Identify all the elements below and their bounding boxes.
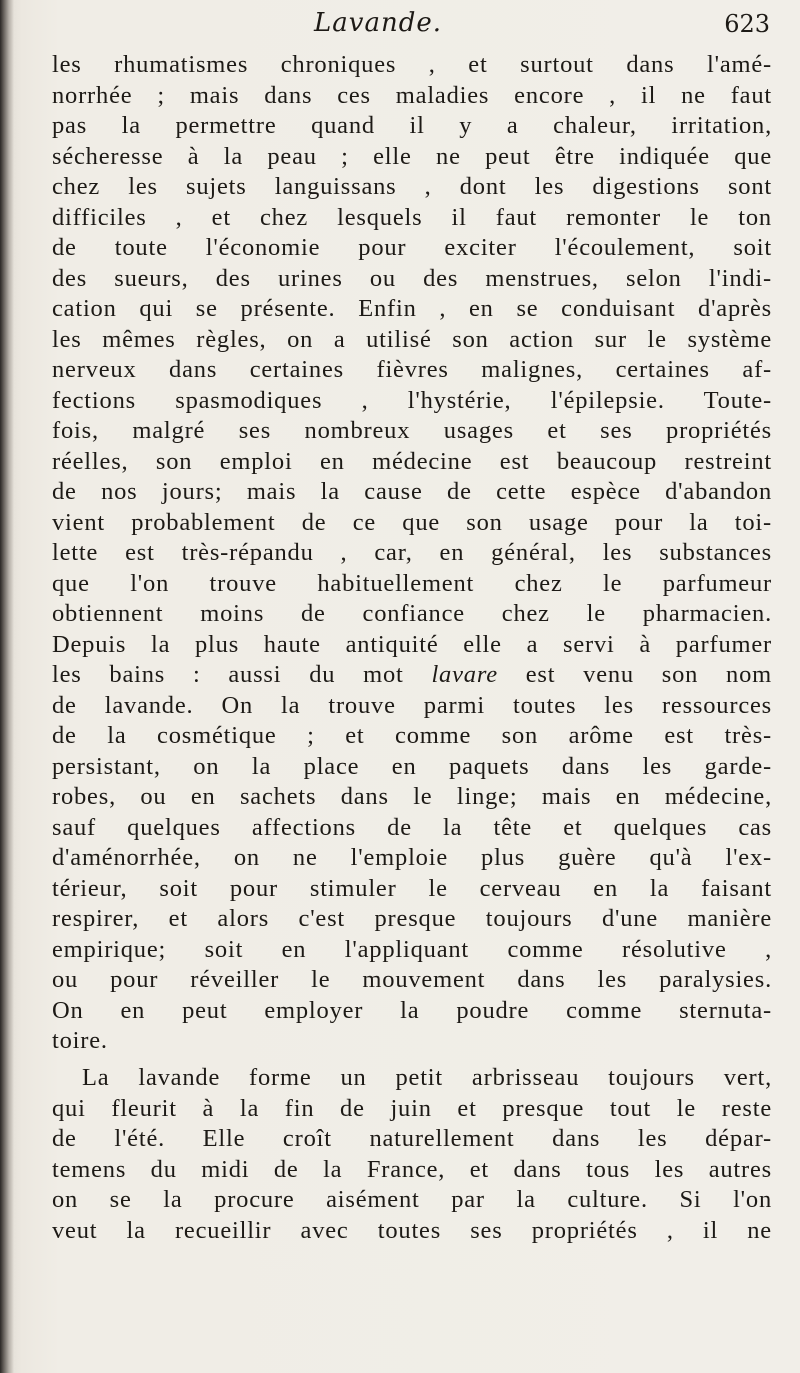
text-line: d'aménorrhée, on ne l'emploie plus guère qu'à l'ex- xyxy=(52,844,772,871)
text-line: des sueurs, des urines ou des menstrues, selon l'indi- xyxy=(52,264,772,292)
running-title: Lavande. xyxy=(314,8,442,38)
text-line: de l'été. Elle croît naturellement dans les dépar- xyxy=(52,1125,772,1152)
text-line: de la cosmétique ; et comme son arôme est très- xyxy=(52,722,772,749)
text-line: de lavande. On la trouve parmi toutes les ressources xyxy=(52,691,772,719)
text-line: térieur, soit pour stimuler le cerveau en la faisant xyxy=(52,874,772,902)
text-line: qui fleurit à la fin de juin et presque tout le reste xyxy=(52,1094,772,1122)
text-line: de nos jours; mais la cause de cette espèce d'abandon xyxy=(52,478,772,505)
text-line: vient probablement de ce que son usage pour la toi- xyxy=(52,508,772,536)
page-header xyxy=(52,8,770,48)
text-line: temens du midi de la France, et dans tous les autres xyxy=(52,1155,772,1183)
text-line: Depuis la plus haute antiquité elle a servi à parfumer xyxy=(52,630,772,658)
text-line: fois, malgré ses nombreux usages et ses propriétés xyxy=(52,417,772,444)
text-line: lette est très-répandu , car, en général, les substances xyxy=(52,539,772,566)
page-number: 623 xyxy=(724,10,770,38)
text-line: cation qui se présente. Enfin , en se conduisant d'après xyxy=(52,295,772,322)
text-line: sécheresse à la peau ; elle ne peut être indiquée que xyxy=(52,142,772,170)
text-line: veut la recueillir avec toutes ses propriétés , il ne xyxy=(52,1216,772,1244)
text-line: fections spasmodiques , l'hystérie, l'épilepsie. Toute- xyxy=(52,386,772,414)
text-line: les mêmes règles, on a utilisé son action sur le système xyxy=(52,325,772,353)
text-line: La lavande forme un petit arbrisseau toujours vert, xyxy=(82,1064,772,1091)
text-line: robes, ou en sachets dans le linge; mais en médecine, xyxy=(52,783,772,810)
text-line: norrhée ; mais dans ces maladies encore , il ne faut xyxy=(52,81,772,109)
text-line: respirer, et alors c'est presque toujours d'une manière xyxy=(52,905,772,932)
italic-word: lavare xyxy=(431,661,498,688)
text-line-with-italic xyxy=(52,660,772,691)
text-line: nerveux dans certaines fièvres malignes, certaines af- xyxy=(52,356,772,383)
text-line: difficiles , et chez lesquels il faut remonter le ton xyxy=(52,203,772,231)
text-segment: les bains : aussi du mot xyxy=(52,661,432,688)
text-line: persistant, on la place en paquets dans les garde- xyxy=(52,752,772,780)
text-line: ou pour réveiller le mouvement dans les paralysies. xyxy=(52,966,772,993)
text-line: que l'on trouve habituellement chez le parfumeur xyxy=(52,569,772,597)
text-line: toire. xyxy=(52,1027,108,1054)
text-line: On en peut employer la poudre comme sternuta- xyxy=(52,996,772,1024)
text-line: sauf quelques affections de la tête et quelques cas xyxy=(52,813,772,841)
text-segment: est venu son nom xyxy=(497,661,773,688)
text-line: empirique; soit en l'appliquant comme résolutive , xyxy=(52,935,772,963)
text-line: réelles, son emploi en médecine est beaucoup restreint xyxy=(52,447,772,475)
text-line: obtiennent moins de confiance chez le pharmacien. xyxy=(52,600,772,627)
paragraph-description xyxy=(52,1063,772,1246)
text-line: les rhumatismes chroniques , et surtout dans l'amé- xyxy=(52,51,772,78)
text-line: on se la procure aisément par la culture. Si l'on xyxy=(52,1186,772,1213)
text-line: chez les sujets languissans , dont les digestions sont xyxy=(52,173,772,200)
text-line: pas la permettre quand il y a chaleur, irritation, xyxy=(52,112,772,139)
book-spine-shadow xyxy=(0,0,14,1373)
text-line: de toute l'économie pour exciter l'écoulement, soit xyxy=(52,234,772,261)
paragraph-continuation xyxy=(52,50,772,1057)
